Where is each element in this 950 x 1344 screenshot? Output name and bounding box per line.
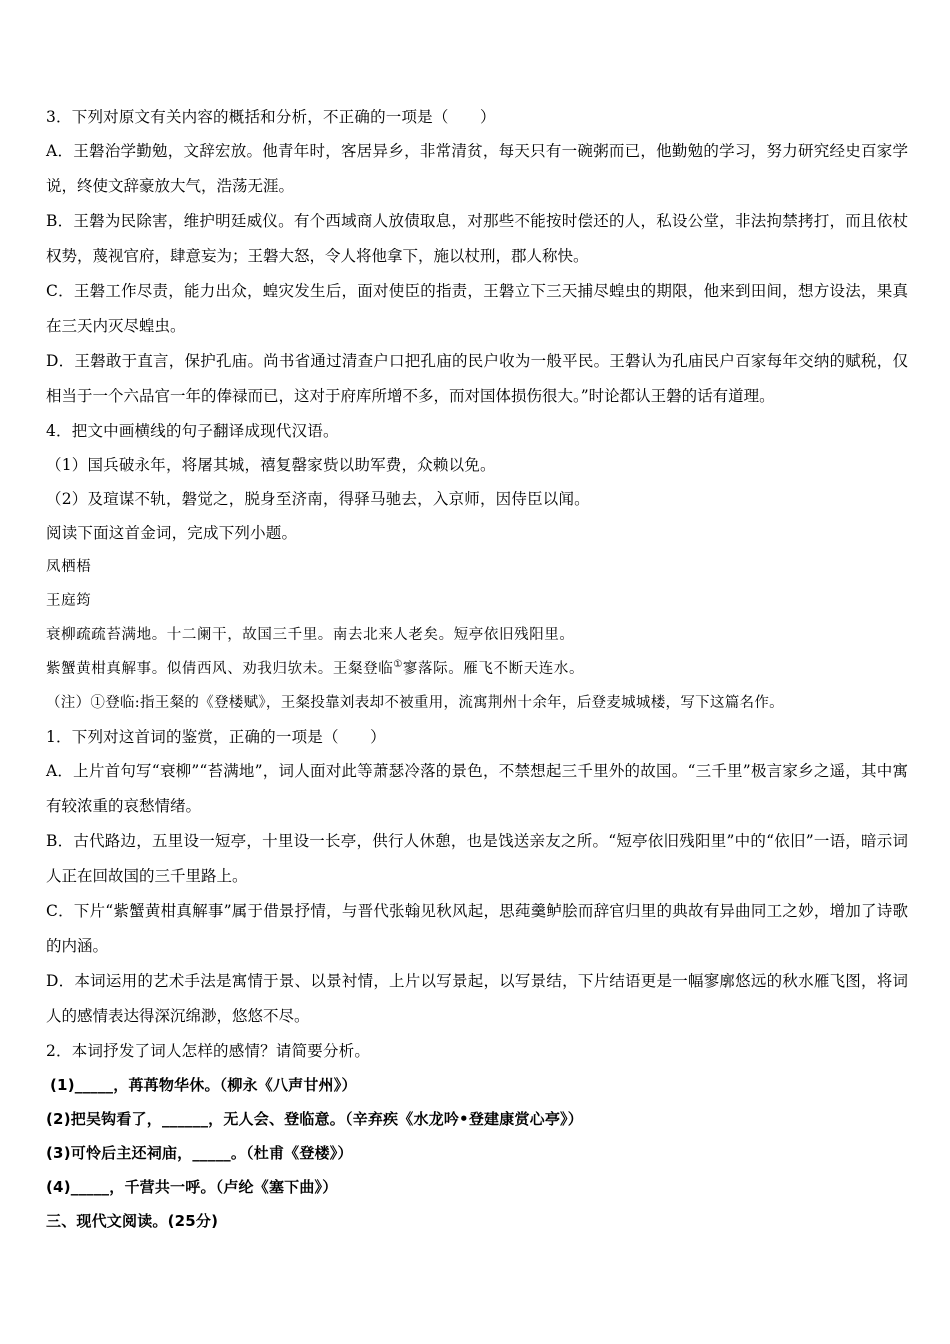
fill-blank-3-text: 。（杜甫《登楼》）: [230, 1144, 353, 1162]
question-3-option-c: C．王磐工作尽责，能力出众，蝗灾发生后，面对使臣的指责，王磐立下三天捕尽蝗虫的期限，他来到田间，想方设法，果真在三天内灭尽蝗虫。: [46, 282, 908, 335]
fill-blank-1: [46, 1068, 908, 1102]
footnote-marker: ①: [393, 659, 403, 671]
poem-question-1-option-c: C．下片“紫蟹黄柑真解事”属于借景抒情，与晋代张翰见秋风起，思莼羹鲈脍而辞官归里的典故有异曲同工之妙，增加了诗歌的内涵。: [46, 902, 908, 955]
poem-line-1: 衰柳疏疏苔满地。十二阑干，故国三千里。南去北来人老矣。短亭依旧残阳里。: [46, 627, 575, 643]
fill-blank-1-prefix: (1): [50, 1076, 75, 1094]
question-3-stem: 3．下列对原文有关内容的概括和分析，不正确的一项是（ ）: [46, 108, 496, 126]
fill-blank-1-blank: _____: [74, 1076, 114, 1094]
poem-question-1-stem: 1．下列对这首词的鉴赏，正确的一项是（ ）: [46, 728, 386, 746]
fill-blank-2-text: ，无人会、登临意。（辛弃疾《水龙吟•登建康赏心亭》）: [208, 1110, 583, 1128]
fill-blank-2: [46, 1102, 908, 1136]
question-4-item-2: （2）及瑄谋不轨，磐觉之，脱身至济南，得驿马驰去，入京师，因侍臣以闻。: [46, 490, 590, 508]
fill-blank-1-text: ，苒苒物华休。（柳永《八声甘州》）: [113, 1076, 357, 1094]
section-3-heading: 三、现代文阅读。(25分): [46, 1212, 219, 1230]
poem-line-2: [46, 652, 908, 686]
fill-blank-2-prefix: (2)把吴钩看了，: [46, 1110, 162, 1128]
poem-question-1-option-a: A．上片首句写“衰柳”“苔满地”，词人面对此等萧瑟冷落的景色，不禁想起三千里外的故国。“三千里”极言家乡之遥，其中寓有较浓重的哀愁情绪。: [46, 762, 908, 815]
poem-question-1-option-b: B．古代路边，五里设一短亭，十里设一长亭，供行人休憩，也是饯送亲友之所。“短亭依旧残阳里”中的“依旧”一语，暗示词人正在回故国的三千里路上。: [46, 832, 908, 885]
poem-line-2-part-2: 寥落际。雁飞不断天连水。: [402, 661, 585, 677]
poem-question-2-stem: 2．本词抒发了词人怎样的感情？请简要分析。: [46, 1042, 371, 1060]
question-3-option-a: A．王磐治学勤勉，文辞宏放。他青年时，客居异乡，非常清贫，每天只有一碗粥而已，他勤勉的学习，努力研究经史百家学说，终使文辞豪放大气，浩荡无涯。: [46, 142, 908, 195]
fill-blank-4-text: ，千营共一呼。（卢纶《塞下曲》）: [109, 1178, 338, 1196]
poem-note: （注）①登临:指王粲的《登楼赋》，王粲投靠刘表却不被重用，流寓荆州十余年，后登麦城城楼，写下这篇名作。: [46, 695, 784, 711]
poem-line-2-part-1: 紫蟹黄柑真解事。似倩西风、劝我归欤未。王粲登临: [46, 661, 394, 677]
question-3-option-b: B．王磐为民除害，维护明廷威仪。有个西域商人放债取息，对那些不能按时偿还的人，私设公堂，非法拘禁拷打，而且依杖权势，蔑视官府，肆意妄为；王磐大怒，令人将他拿下，施以杖刑，郡人称快。: [46, 212, 908, 265]
fill-blank-4: [46, 1170, 908, 1204]
question-4-item-1: （1）国兵破永年，将屠其城，禧复罄家赀以助军费，众赖以免。: [46, 456, 496, 474]
question-3-option-d: D．王磐敢于直言，保护孔庙。尚书省通过清查户口把孔庙的民户收为一般平民。王磐认为孔庙民户百家每年交纳的赋税，仅相当于一个六品官一年的俸禄而已，这对于府库所增不多，而对国体损伤很大。”时论都认王磐的话有道理。: [46, 352, 908, 405]
fill-blank-4-prefix: (4): [46, 1178, 71, 1196]
fill-blank-3-prefix: (3)可怜后主还祠庙，: [46, 1144, 193, 1162]
question-4-stem: 4．把文中画横线的句子翻译成现代汉语。: [46, 422, 339, 440]
poem-intro: 阅读下面这首金词，完成下列小题。: [46, 524, 298, 542]
fill-blank-2-blank: ______: [161, 1110, 209, 1128]
fill-blank-4-blank: _____: [70, 1178, 110, 1196]
fill-blank-3-blank: _____: [192, 1144, 231, 1162]
document-page: [46, 100, 908, 1238]
poem-title: 凤栖梧: [46, 559, 92, 575]
poem-question-1-option-d: D．本词运用的艺术手法是寓情于景、以景衬情，上片以写景起，以写景结，下片结语更是一幅寥廓悠远的秋水雁飞图，将词人的感情表达得深沉绵渺，悠悠不尽。: [46, 972, 908, 1025]
fill-blank-3: [46, 1136, 908, 1170]
poem-author: 王庭筠: [46, 593, 92, 609]
